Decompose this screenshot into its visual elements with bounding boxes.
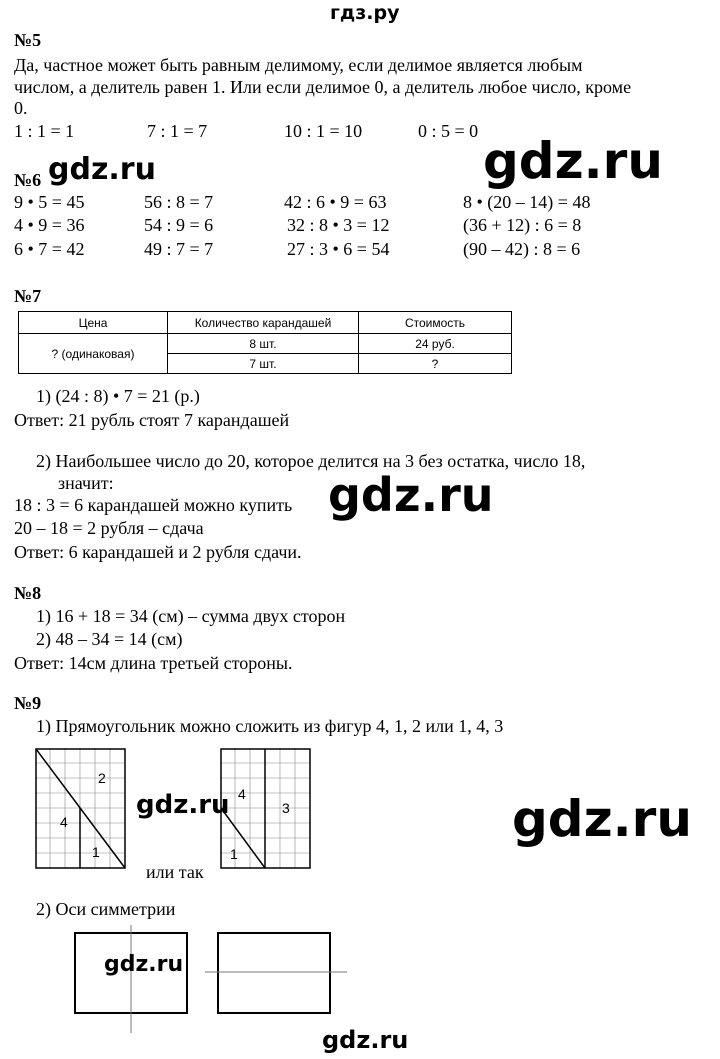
table-cell: 7 шт. <box>168 354 359 374</box>
task5-line2: числом, а делитель равен 1. Или если делимое 0, а делитель любое число, кроме <box>14 77 632 97</box>
task6-expr: 42 : 6 • 9 = 63 <box>284 192 387 212</box>
task5-line1: Да, частное может быть равным делимому, если делимое является любым <box>14 55 583 75</box>
task6-expr: 54 : 9 = 6 <box>144 215 214 235</box>
task7-step1: 1) (24 : 8) • 7 = 21 (р.) <box>36 386 200 406</box>
task8-step2: 2) 48 – 34 = 14 (см) <box>36 629 183 649</box>
task6-expr: 4 • 9 = 36 <box>14 215 85 235</box>
price-table <box>18 311 512 374</box>
task7-step2a: 2) Наибольшее число до 20, которое делится на 3 без остатка, число 18, <box>36 451 586 471</box>
task6-expr: 27 : 3 • 6 = 54 <box>287 239 390 259</box>
task7-title: №7 <box>14 286 42 306</box>
task6-expr: 56 : 8 = 7 <box>144 192 214 212</box>
task5-example: 0 : 5 = 0 <box>418 121 479 141</box>
task6-title: №6 <box>14 170 42 190</box>
task6-expr: (90 – 42) : 8 = 6 <box>463 239 581 259</box>
task8-step1: 1) 16 + 18 = 34 (см) – сумма двух сторон <box>36 606 346 626</box>
symmetry-rectangle-1 <box>70 925 195 1035</box>
task9-part2: 2) Оси симметрии <box>36 899 176 919</box>
task9-part1: 1) Прямоугольник можно сложить из фигур 4, 1, 2 или 1, 4, 3 <box>36 716 504 736</box>
watermark: gdz.ru <box>328 468 494 522</box>
task7-calc2: 20 – 18 = 2 рубля – сдача <box>14 518 204 538</box>
symmetry-rectangle-2 <box>205 925 350 1015</box>
table-cell: ? <box>359 354 512 374</box>
task5-example: 7 : 1 = 7 <box>147 121 208 141</box>
or-text: или так <box>146 862 204 882</box>
task9-title: №9 <box>14 693 42 713</box>
watermark: gdz.ru <box>512 790 692 848</box>
task8-title: №8 <box>14 583 42 603</box>
task6-expr: 8 • (20 – 14) = 48 <box>463 192 591 212</box>
task6-expr: 6 • 7 = 42 <box>14 239 85 259</box>
task8-answer: Ответ: 14см длина третьей стороны. <box>14 653 293 673</box>
table-header-quantity: Количество карандашей <box>168 312 359 334</box>
task7-answer1: Ответ: 21 рубль стоят 7 карандашей <box>14 410 290 430</box>
figure2-label-1: 1 <box>230 846 238 862</box>
table-header-cost: Стоимость <box>359 312 512 334</box>
task6-expr: (36 + 12) : 6 = 8 <box>463 215 582 235</box>
watermark: gdz.ru <box>48 152 156 187</box>
task5-title: №5 <box>14 30 42 50</box>
figure1-label-1: 1 <box>92 844 100 860</box>
task5-example: 10 : 1 = 10 <box>284 121 363 141</box>
figure-rectangle-1 <box>35 748 127 870</box>
table-cell: 8 шт. <box>168 334 359 354</box>
figure1-label-4: 4 <box>60 814 68 830</box>
task5-line3: 0. <box>14 98 28 118</box>
table-cell: 24 руб. <box>359 334 512 354</box>
figure2-label-4: 4 <box>238 786 246 802</box>
page-header: гдз.ру <box>330 2 400 24</box>
task7-calc1: 18 : 3 = 6 карандашей можно купить <box>14 495 293 515</box>
table-cell-price: ? (одинаковая) <box>19 334 168 374</box>
watermark: gdz.ru <box>136 790 230 820</box>
task7-answer2: Ответ: 6 карандашей и 2 рубля сдачи. <box>14 542 302 562</box>
figure1-label-2: 2 <box>98 770 106 786</box>
task5-example: 1 : 1 = 1 <box>14 121 75 141</box>
task6-expr: 9 • 5 = 45 <box>14 192 85 212</box>
watermark: gdz.ru <box>483 132 663 190</box>
figure2-label-3: 3 <box>282 800 290 816</box>
watermark: gdz.ru <box>104 952 184 977</box>
table-header-price: Цена <box>19 312 168 334</box>
task6-expr: 49 : 7 = 7 <box>144 239 214 259</box>
task7-step2b: значит: <box>58 473 114 493</box>
watermark: gdz.ru <box>322 1026 409 1054</box>
task6-expr: 32 : 8 • 3 = 12 <box>287 215 390 235</box>
